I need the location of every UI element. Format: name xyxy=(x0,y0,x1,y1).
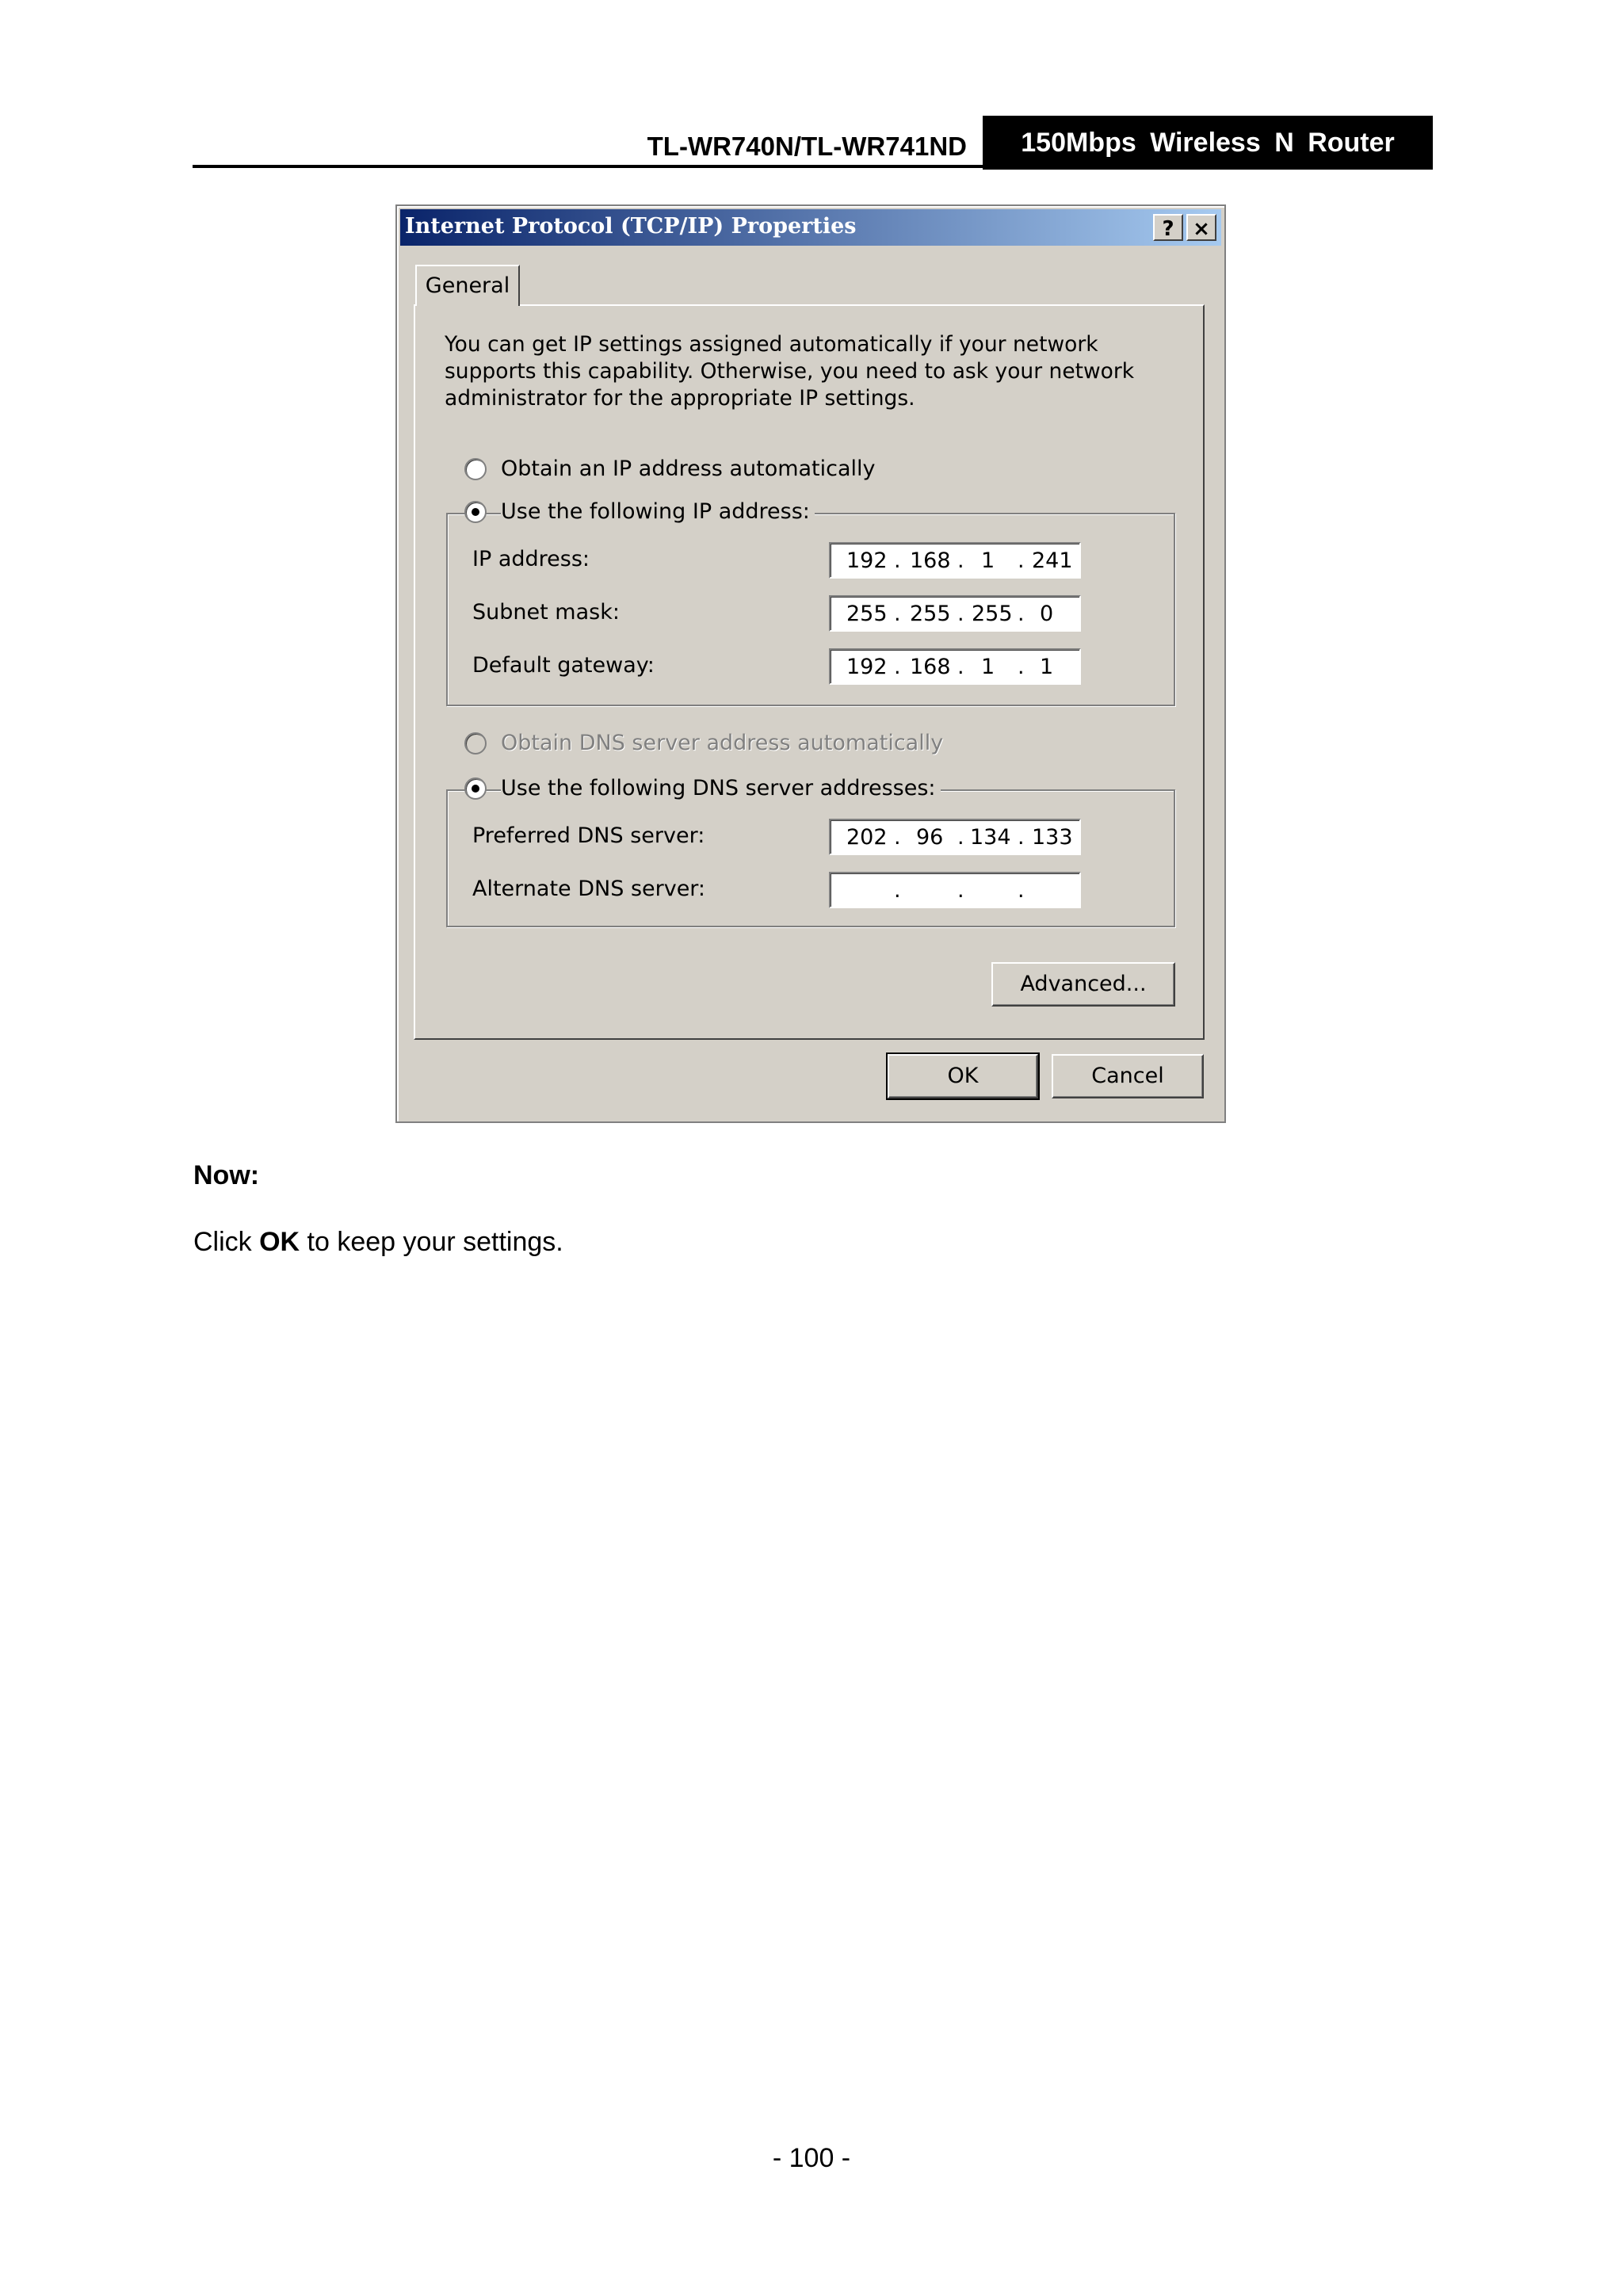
now-heading: Now: xyxy=(193,1160,260,1190)
default-gateway-field[interactable] xyxy=(829,648,1081,685)
gateway-octet-3: 1 xyxy=(981,655,995,679)
subnet-dot-2: . xyxy=(957,602,964,626)
radio-obtain-dns-label: Obtain DNS server address automatically xyxy=(501,731,944,755)
instruction-suffix: to keep your settings. xyxy=(300,1227,563,1257)
pdns-octet-4: 133 xyxy=(1032,825,1073,850)
ip-dot-3: . xyxy=(1018,548,1025,573)
pdns-dot-1: . xyxy=(894,825,901,850)
radio-obtain-ip-label: Obtain an IP address automatically xyxy=(501,457,876,481)
preferred-dns-label: Preferred DNS server: xyxy=(472,823,705,848)
advanced-button[interactable]: Advanced... xyxy=(991,962,1175,1007)
header-product: 150Mbps Wireless N Router xyxy=(983,116,1433,170)
gateway-dot-2: . xyxy=(957,655,964,679)
subnet-octet-4: 0 xyxy=(1040,602,1054,626)
header-model: TL-WR740N/TL-WR741ND xyxy=(647,132,967,161)
gateway-octet-2: 168 xyxy=(910,655,951,679)
dialog-titlebar[interactable] xyxy=(400,209,1221,246)
ip-address-label: IP address: xyxy=(472,547,590,571)
subnet-mask-label: Subnet mask: xyxy=(472,600,620,625)
radio-row-obtain-ip[interactable] xyxy=(464,457,876,481)
page-number: - 100 - xyxy=(772,2143,851,2173)
instruction-text xyxy=(193,1227,563,1258)
instruction-prefix: Click xyxy=(193,1227,260,1257)
ip-octet-1: 192 xyxy=(846,548,888,573)
ip-address-field[interactable] xyxy=(829,542,1081,579)
ip-octet-2: 168 xyxy=(910,548,951,573)
help-button[interactable]: ? xyxy=(1153,214,1183,241)
pdns-octet-1: 202 xyxy=(846,825,888,850)
radio-row-use-dns[interactable] xyxy=(464,776,941,800)
dialog-title: Internet Protocol (TCP/IP) Properties xyxy=(405,214,857,239)
subnet-octet-1: 255 xyxy=(846,602,888,626)
default-gateway-label: Default gateway: xyxy=(472,653,655,678)
adns-dot-1: . xyxy=(894,878,901,903)
subnet-octet-2: 255 xyxy=(910,602,951,626)
pdns-octet-3: 134 xyxy=(970,825,1011,850)
radio-use-dns[interactable] xyxy=(464,777,487,800)
subnet-octet-3: 255 xyxy=(972,602,1013,626)
preferred-dns-field[interactable] xyxy=(829,819,1081,855)
radio-obtain-dns[interactable] xyxy=(464,732,487,755)
ip-dot-2: . xyxy=(957,548,964,573)
instruction-ok: OK xyxy=(259,1227,300,1257)
gateway-dot-1: . xyxy=(894,655,901,679)
radio-use-dns-label: Use the following DNS server addresses: xyxy=(501,776,941,800)
gateway-octet-4: 1 xyxy=(1040,655,1054,679)
header-rule xyxy=(193,165,985,168)
ip-octet-3: 1 xyxy=(981,548,995,573)
pdns-dot-3: . xyxy=(1018,825,1025,850)
ok-button[interactable]: OK xyxy=(888,1054,1038,1098)
radio-obtain-ip[interactable] xyxy=(464,458,487,480)
subnet-dot-1: . xyxy=(894,602,901,626)
subnet-mask-field[interactable] xyxy=(829,595,1081,632)
close-button[interactable]: × xyxy=(1186,214,1216,241)
description-text: You can get IP settings assigned automatically if your network supports this capability. Otherwise, you need to ask your network administrator for the appropriate IP settings. xyxy=(445,332,1135,411)
ip-dot-1: . xyxy=(894,548,901,573)
alternate-dns-label: Alternate DNS server: xyxy=(472,877,706,901)
subnet-dot-3: . xyxy=(1018,602,1025,626)
ip-octet-4: 241 xyxy=(1032,548,1073,573)
gateway-octet-1: 192 xyxy=(846,655,888,679)
radio-row-use-ip[interactable] xyxy=(464,499,815,524)
pdns-dot-2: . xyxy=(957,825,964,850)
tab-general[interactable]: General xyxy=(415,265,520,306)
tcpip-properties-dialog xyxy=(395,204,1226,1123)
pdns-octet-2: 96 xyxy=(916,825,944,850)
radio-use-ip-label: Use the following IP address: xyxy=(501,499,815,524)
cancel-button[interactable]: Cancel xyxy=(1052,1054,1204,1098)
radio-row-obtain-dns[interactable] xyxy=(464,731,943,755)
radio-use-ip[interactable] xyxy=(464,501,487,523)
alternate-dns-field[interactable] xyxy=(829,872,1081,908)
adns-dot-3: . xyxy=(1018,878,1025,903)
adns-dot-2: . xyxy=(957,878,964,903)
gateway-dot-3: . xyxy=(1018,655,1025,679)
